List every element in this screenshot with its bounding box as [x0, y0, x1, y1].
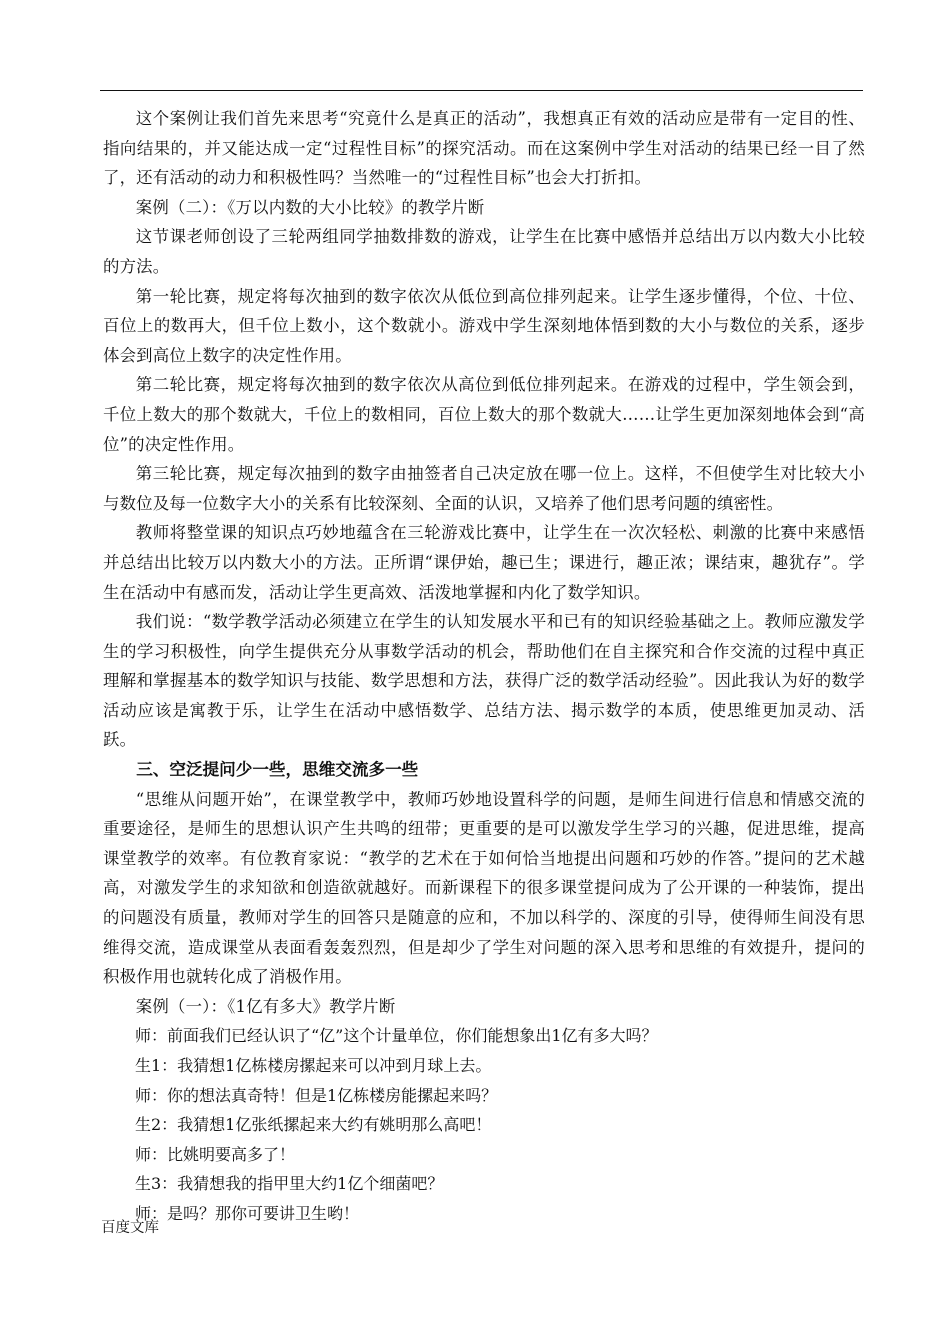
paragraph-round-three: 第三轮比赛，规定每次抽到的数字由抽签者自己决定放在哪一位上。这样，不但使学生对比较大小与数位及每一位数字大小的关系有比较深刻、全面的认识，又培养了他们思考问题的缜密性。	[103, 464, 865, 513]
dialogue-line: 师：比姚明要高多了！	[135, 1144, 296, 1164]
header-rule	[100, 90, 863, 91]
dialogue-line: 生2：我猜想1亿张纸摞起来大约有姚明那么高吧！	[135, 1115, 492, 1135]
paragraph-round-one: 第一轮比赛，规定将每次抽到的数字依次从低位到高位排列起来。让学生逐步懂得，个位、十位、百位上的数再大，但千位上数小，这个数就小。游戏中学生深刻地体悟到数的大小与数位的关系，逐步体会到高位上数字的决定性作用。	[103, 286, 865, 365]
paragraph-activity-reflection: 这个案例让我们首先来思考“究竟什么是真正的活动”，我想真正有效的活动应是带有一定目的性、指向结果的，并又能达成一定“过程性目标”的探究活动。而在这案例中学生对活动的结果已经一目了然了，还有活动的动力和积极性吗？当然唯一的“过程性目标”也会大打折扣。	[103, 109, 865, 188]
paragraph-questioning: “思维从问题开始”，在课堂教学中，教师巧妙地设置科学的问题，是师生间进行信息和情感交流的重要途径，是师生的思想认识产生共鸣的纽带；更重要的是可以激发学生学习的兴趣，促进思维，提高课堂教学的效率。有位教育家说：“教学的艺术在于如何恰当地提出问题和巧妙的作答。”提问的艺术越高，对激发学生的求知欲和创造欲就越好。而新课程下的很多课堂提问成为了公开课的一种装饰，提出的问题没有质量，教师对学生的回答只是随意的应和，不加以科学的、深度的引导，使得师生间没有思维得交流，造成课堂从表面看轰轰烈烈，但是却少了学生对问题的深入思考和思维的有效提升，提问的积极作用也就转化成了消极作用。	[103, 789, 865, 987]
case-two-title: 案例（二）：《万以内数的大小比较》的教学片断	[135, 197, 485, 217]
case-one-title: 案例（一）：《1亿有多大》教学片断	[135, 996, 396, 1016]
paragraph-math-activity: 我们说：“数学教学活动必须建立在学生的认知发展水平和已有的知识经验基础之上。教师应激发学生的学习积极性，向学生提供充分从事数学活动的机会，帮助他们在自主探究和合作交流的过程中真正理解和掌握基本的数学知识与技能、数学思想和方法，获得广泛的数学活动经验”。因此我认为好的数学活动应该是寓教于乐，让学生在活动中感悟数学、总结方法、揭示数学的本质，使思维更加灵动、活跃。	[103, 612, 865, 750]
paragraph-round-two: 第二轮比赛，规定将每次抽到的数字依次从高位到低位排列起来。在游戏的过程中，学生领会到，千位上数大的那个数就大，千位上的数相同，百位上数大的那个数就大……让学生更加深刻地体会到“高位”的决定性作用。	[103, 375, 865, 454]
footer-source: 百度文库	[101, 1220, 159, 1236]
dialogue-line: 生3：我猜想我的指甲里大约1亿个细菌吧？	[135, 1174, 444, 1194]
dialogue-line: 生1：我猜想1亿栋楼房摞起来可以冲到月球上去。	[135, 1056, 492, 1075]
dialogue-line: 师：前面我们已经认识了“亿”这个计量单位，你们能想象出1亿有多大吗？	[135, 1026, 658, 1046]
section-three-heading: 三、空泛提问少一些，思维交流多一些	[136, 760, 419, 780]
document-body	[103, 104, 865, 1229]
paragraph-game-intro: 这节课老师创设了三轮两组同学抽数排数的游戏，让学生在比赛中感悟并总结出万以内数大小比较的方法。	[103, 227, 865, 276]
dialogue-line: 师：是吗？那你可要讲卫生哟！	[135, 1203, 360, 1223]
paragraph-teacher-summary: 教师将整堂课的知识点巧妙地蕴含在三轮游戏比赛中，让学生在一次次轻松、刺激的比赛中来感悟并总结出比较万以内数大小的方法。正所谓“课伊始，趣已生；课进行，趣正浓；课结束，趣犹存”。学生在活动中有感而发，活动让学生更高效、活泼地掌握和内化了数学知识。	[103, 523, 865, 602]
dialogue-line: 师：你的想法真奇特！但是1亿栋楼房能摞起来吗？	[135, 1085, 498, 1105]
